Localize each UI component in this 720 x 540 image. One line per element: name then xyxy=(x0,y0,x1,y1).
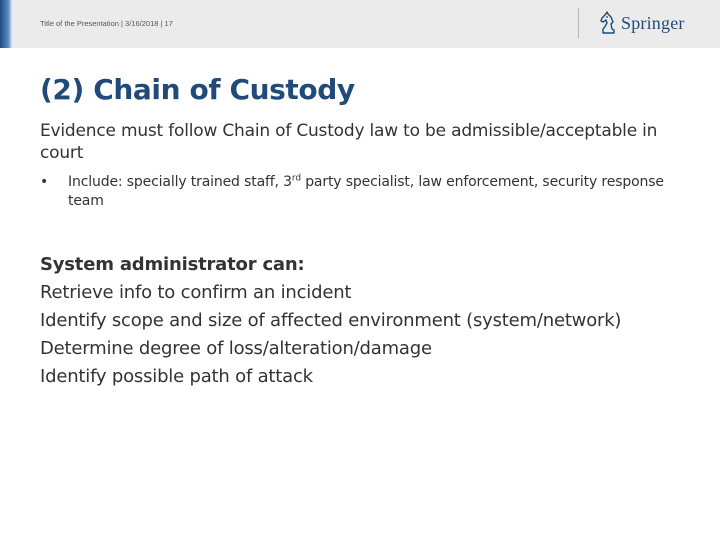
footer-text: Title of the Presentation | 3/16/2018 | 17 xyxy=(40,19,173,28)
lead-text: Evidence must follow Chain of Custody law to be admissible/acceptable in court xyxy=(40,121,658,163)
header-divider xyxy=(578,8,579,38)
sysadmin-item: Identify possible path of attack xyxy=(40,366,313,387)
header-bar xyxy=(0,0,720,48)
accent-strip xyxy=(0,0,12,48)
sysadmin-heading: System administrator can: xyxy=(40,254,305,275)
sysadmin-block xyxy=(40,254,680,394)
bullet-marker: • xyxy=(40,174,49,190)
springer-horse-chess-icon xyxy=(598,11,618,35)
bullet-text-part-1: Include: specially trained staff, 3 xyxy=(68,174,292,190)
sysadmin-item: Determine degree of loss/alteration/damage xyxy=(40,338,432,359)
bullet-item xyxy=(40,173,680,211)
sysadmin-item: Identify scope and size of affected environment (system/network) xyxy=(40,310,622,331)
bullet-superscript: rd xyxy=(291,173,301,184)
bullet-text-part-2: party specialist, law enforcement, security response team xyxy=(68,174,664,209)
sysadmin-item: Retrieve info to confirm an incident xyxy=(40,282,352,303)
bullet-text xyxy=(68,173,680,211)
logo-text: Springer xyxy=(621,12,685,33)
slide-title: (2) Chain of Custody xyxy=(40,73,355,106)
springer-logo xyxy=(598,8,685,38)
